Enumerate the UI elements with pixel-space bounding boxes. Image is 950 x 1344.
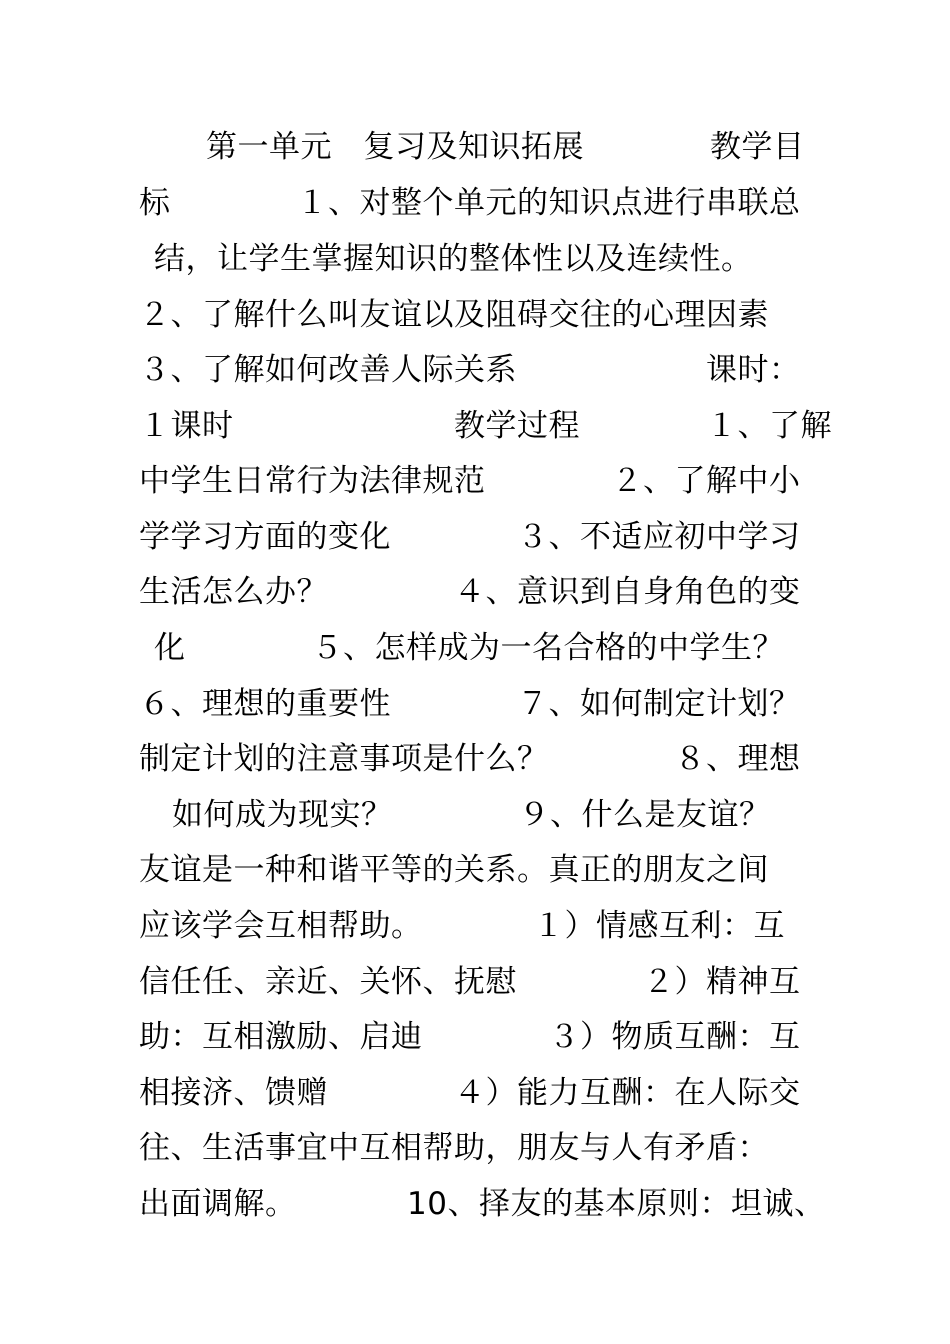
text-line: ２、了解什么叫友谊以及阻碍交往的心理因素: [139, 297, 769, 333]
text-line: ６、理想的重要性 ７、如何制定计划？: [139, 686, 801, 722]
text-line: 出面调解。 10、择友的基本原则：坦诚、: [139, 1186, 826, 1222]
text-line: ３、了解如何改善人际关系 课时：: [139, 352, 801, 388]
text-line: 相接济、馈赠 ４）能力互酬：在人际交: [139, 1075, 801, 1111]
text-line: 中学生日常行为法律规范 ２、了解中小: [139, 463, 801, 499]
text-line: 结，让学生掌握知识的整体性以及连续性。: [154, 241, 753, 277]
text-line: 应该学会互相帮助。 １）情感互利：互: [139, 908, 785, 944]
text-line: 学学习方面的变化 ３、不适应初中学习: [139, 519, 801, 555]
text-line: 如何成为现实？ ９、什么是友谊？: [172, 797, 771, 833]
text-line: １课时 教学过程 １、了解: [139, 408, 832, 444]
text-line: 第一单元 复习及知识拓展 教学目: [206, 129, 805, 165]
text-line: 制定计划的注意事项是什么？ ８、理想: [139, 741, 801, 777]
text-line: 往、生活事宜中互相帮助，朋友与人有矛盾：: [139, 1130, 769, 1166]
text-line: 友谊是一种和谐平等的关系。真正的朋友之间: [139, 852, 769, 888]
text-line: 信任任、亲近、关怀、抚慰 ２）精神互: [139, 964, 801, 1000]
text-line: 生活怎么办？ ４、意识到自身角色的变: [139, 574, 801, 610]
text-line: 标 １、对整个单元的知识点进行串联总: [139, 185, 801, 221]
text-line: 助：互相激励、启迪 ３）物质互酬：互: [139, 1019, 801, 1055]
text-line: 化 ５、怎样成为一名合格的中学生？: [154, 630, 784, 666]
